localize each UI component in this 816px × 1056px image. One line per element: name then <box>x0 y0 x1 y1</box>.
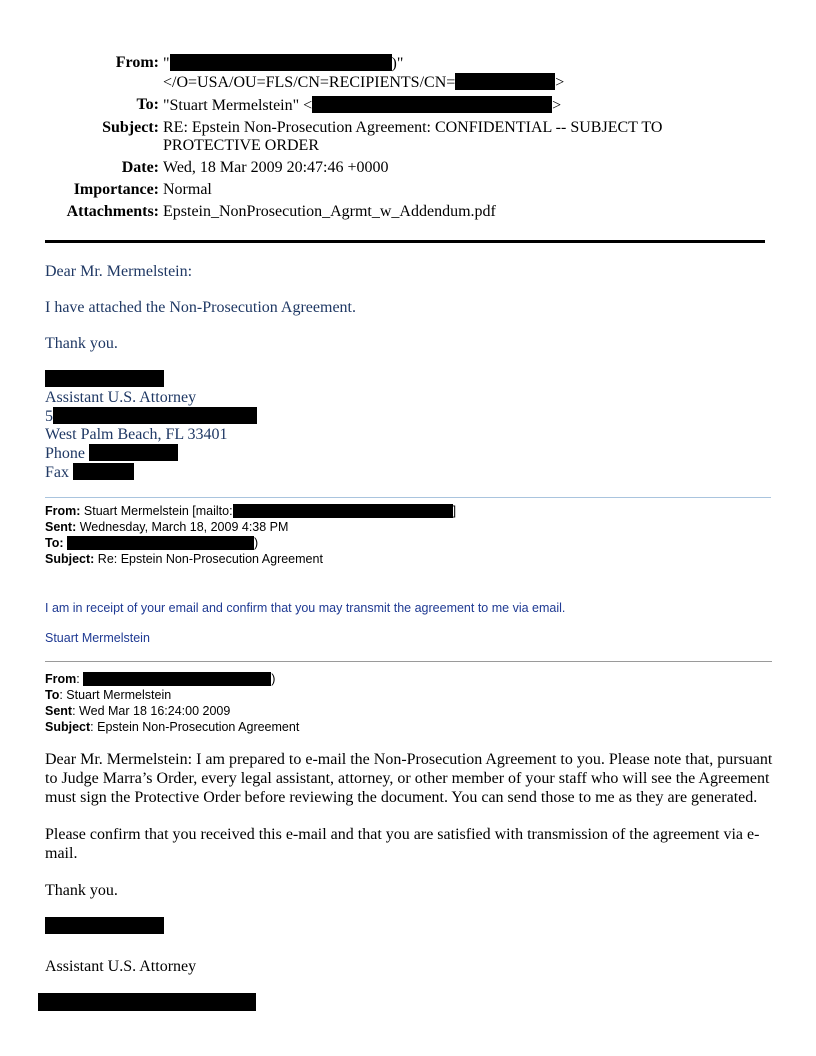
fwd2-sent-label: Sent <box>45 704 73 718</box>
redaction-bar <box>170 54 392 71</box>
attachments-label: Attachments: <box>66 203 159 220</box>
fwd2-to-value: : Stuart Mermelstein <box>59 688 172 702</box>
redaction-bar <box>45 917 164 934</box>
header-divider <box>45 240 765 243</box>
fwd2-sent-value: : Wed Mar 18 16:24:00 2009 <box>72 704 231 718</box>
redaction-bar <box>38 993 256 1011</box>
forward-header-2: From: ) To: Stuart Mermelstein Sent: Wed Mar 18 16:24:00 2009 Subject: Epstein Non-Prosecution Agreement <box>45 672 300 734</box>
redaction-bar <box>312 96 552 113</box>
forward-divider <box>45 497 771 498</box>
from-close: )" <box>391 55 404 72</box>
fwd1-from-close: ] <box>452 504 457 518</box>
original-thanks: Thank you. <box>45 882 118 899</box>
to-close: > <box>552 97 562 114</box>
header-to-row <box>40 96 780 115</box>
fwd2-to-label: To <box>45 688 60 702</box>
original-sig-title: Assistant U.S. Attorney <box>45 958 197 975</box>
redaction-bar <box>67 536 254 550</box>
from-dn: </O=USA/OU=FLS/CN=RECIPIENTS/CN= <box>163 74 456 91</box>
to-value: "Stuart Mermelstein" < <box>163 97 313 114</box>
fwd1-to-label: To: <box>45 536 64 550</box>
redaction-bar <box>455 73 555 90</box>
message-2 <box>45 600 565 646</box>
importance-label: Importance: <box>73 181 159 198</box>
from-label: From: <box>115 54 159 71</box>
fwd1-to-close: ) <box>254 536 259 550</box>
redaction-bar <box>83 672 271 686</box>
attachment-filename[interactable]: Epstein_NonProsecution_Agrmt_w_Addendum.pdf <box>163 203 496 220</box>
redaction-bar <box>53 407 257 424</box>
original-para-2: Please confirm that you received this e-mail and that you are satisfied with transmission of the agreement via e-mail. <box>45 826 760 862</box>
subject-line-1: RE: Epstein Non-Prosecution Agreement: CONFIDENTIAL -- SUBJECT TO <box>163 119 663 136</box>
redaction-bar <box>73 463 134 480</box>
fwd1-sent-label: Sent: <box>45 520 77 534</box>
importance-value: Normal <box>163 181 212 198</box>
reply-greeting: Dear Mr. Mermelstein: <box>45 263 193 280</box>
to-label: To: <box>136 96 159 113</box>
reply-line: I have attached the Non-Prosecution Agreement. <box>45 299 356 316</box>
subject-line-2: PROTECTIVE ORDER <box>163 137 319 154</box>
redaction-bar <box>233 504 453 518</box>
fwd2-from-close: ) <box>271 672 276 686</box>
fwd2-from-label: From <box>45 672 77 686</box>
forward-header-1 <box>45 503 456 567</box>
reply-thanks: Thank you. <box>45 335 118 352</box>
redaction-bar <box>89 444 178 461</box>
date-label: Date: <box>121 159 159 176</box>
fwd1-subject-label: Subject: <box>45 552 95 566</box>
fwd1-from-value: Stuart Mermelstein [mailto: <box>83 504 233 518</box>
sig-city: West Palm Beach, FL 33401 <box>45 426 228 443</box>
fwd1-sent-value: Wednesday, March 18, 2009 4:38 PM <box>79 520 289 534</box>
original-para-1: Dear Mr. Mermelstein: I am prepared to e-mail the Non-Prosecution Agreement to you. Please note that, pursuant to Judge Marra’s Order, every legal assistant, attorney, or other member of your staff who will see the Agreement must sign the Protective Order before reviewing the document. You can send those to me as they are generated. <box>45 751 773 806</box>
header-from-row <box>40 54 780 92</box>
fwd2-subject-label: Subject <box>45 720 91 734</box>
header-date-row <box>40 159 780 177</box>
from-dn-close: > <box>555 74 565 91</box>
header-importance-row <box>40 181 780 199</box>
message-2-signature: Stuart Mermelstein <box>45 631 150 645</box>
reply-body <box>45 262 765 482</box>
fwd2-subject-value: : Epstein Non-Prosecution Agreement <box>90 720 300 734</box>
sig-phone-label: Phone <box>45 445 85 462</box>
sig-title: Assistant U.S. Attorney <box>45 389 197 406</box>
fwd1-from-label: From: <box>45 504 81 518</box>
email-header <box>40 54 780 225</box>
sig-address: 5 <box>45 408 53 425</box>
reply-signature <box>45 370 765 482</box>
redaction-bar <box>45 370 164 387</box>
from-quote: " <box>163 55 170 72</box>
forward-divider-2 <box>45 661 772 662</box>
original-message <box>45 750 773 1013</box>
fwd1-subject-value: Re: Epstein Non-Prosecution Agreement <box>97 552 323 566</box>
message-2-body: I am in receipt of your email and confirm that you may transmit the agreement to me via email. <box>45 601 566 615</box>
header-attachments-row <box>40 203 780 221</box>
date-value: Wed, 18 Mar 2009 20:47:46 +0000 <box>163 159 389 176</box>
subject-label: Subject: <box>102 119 159 136</box>
sig-fax-label: Fax <box>45 464 69 481</box>
header-subject-row <box>40 119 780 155</box>
